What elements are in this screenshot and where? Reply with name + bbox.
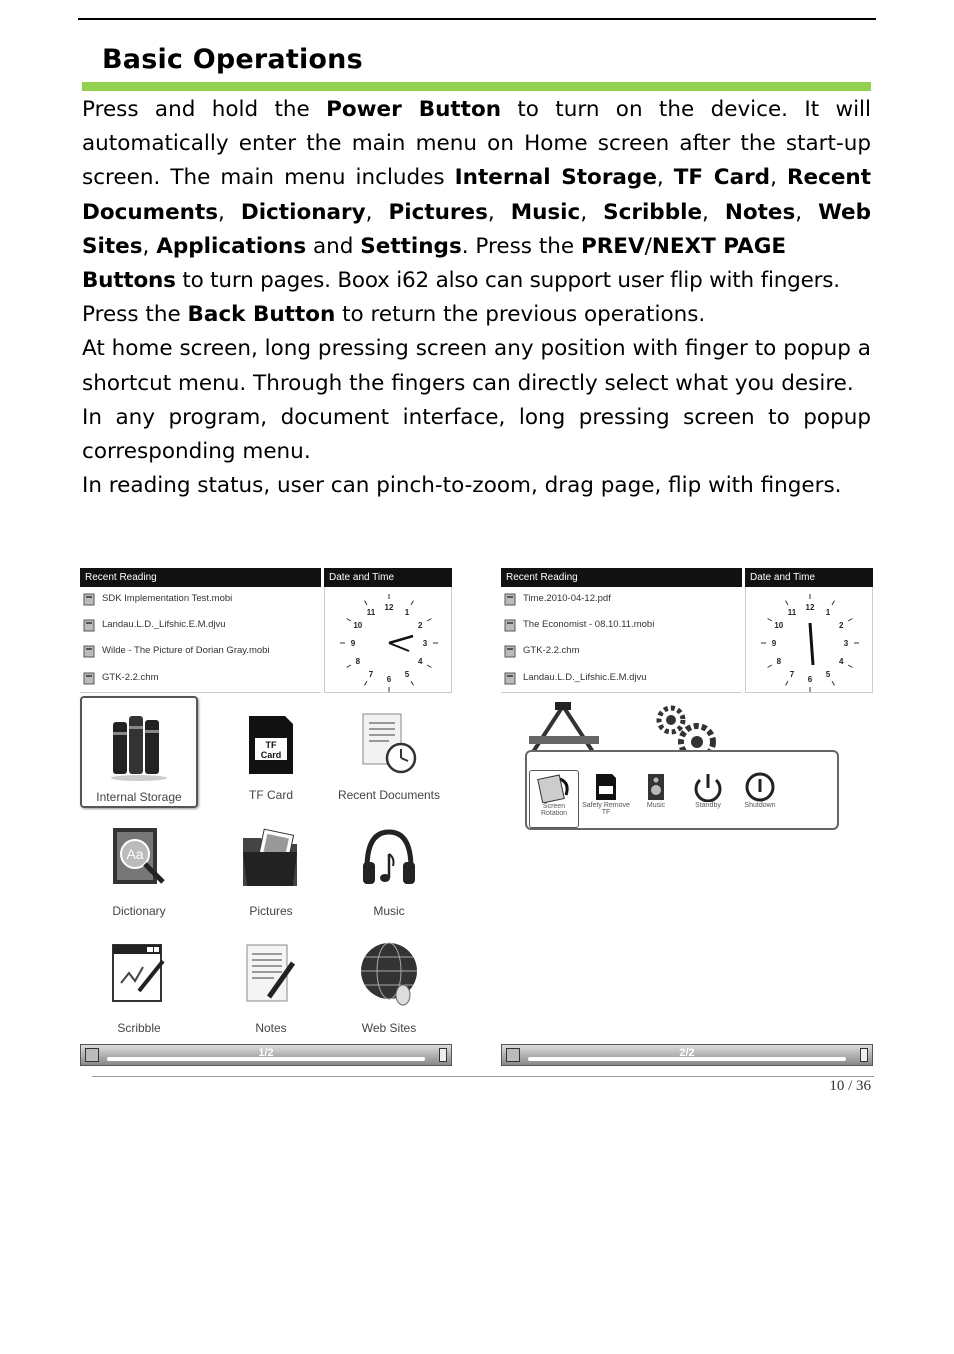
paragraph-reading: In reading status, user can pinch-to-zoom, drag page, flip with fingers. [82, 473, 842, 499]
paragraph-program: In any program, document interface, long pressing screen to popup corresponding menu. [82, 404, 871, 465]
clock-tick [848, 619, 852, 622]
popup-item-screen-rotation[interactable]: Screen Rotation [529, 770, 579, 828]
clock-numeral: 7 [789, 670, 795, 680]
clock-tick [786, 681, 789, 685]
tile-internal-storage[interactable]: Internal Storage [80, 696, 198, 808]
settings-gears-icon[interactable] [653, 702, 723, 754]
document-icon [504, 645, 517, 658]
clock-tick [411, 681, 414, 685]
clock-numeral: 4 [417, 657, 423, 666]
clock-hand [810, 623, 813, 665]
clock-numeral: 3 [422, 639, 428, 648]
clock-numeral: 12 [805, 603, 815, 612]
clock-numeral: 4 [838, 657, 844, 666]
scribble-icon [109, 939, 169, 1014]
date-time-header: Date and Time [324, 568, 452, 587]
tile-scribble[interactable]: Scribble [80, 929, 198, 1041]
document-icon [504, 672, 517, 685]
sd-card-icon [241, 706, 301, 781]
svg-text:TF: TF [265, 740, 277, 750]
globe-icon [359, 939, 419, 1014]
speaker-icon [636, 772, 676, 802]
clock-tick [347, 619, 351, 622]
footer-rule [92, 1076, 874, 1077]
document-icon [83, 672, 96, 685]
recent-documents-icon [359, 706, 419, 781]
paragraph-home-screen: At home screen, long pressing screen any position with finger to popup a shortcut menu. Through the fingers can directly select what you desire. [82, 336, 871, 396]
list-item[interactable]: Wilde - The Picture of Dorian Gray.mobi [83, 643, 270, 659]
document-icon [83, 619, 96, 632]
clock-numeral: 5 [404, 670, 410, 680]
tile-dictionary[interactable]: Aa Dictionary [80, 812, 198, 924]
list-item[interactable]: The Economist - 08.10.11.mobi [504, 617, 654, 633]
page-indicator: 2/2 [679, 1047, 695, 1059]
page-indicator: 1/2 [258, 1047, 274, 1059]
list-item[interactable]: Time.2010-04-12.pdf [504, 591, 611, 607]
tile-tf-card[interactable]: TF Card TF Card [212, 696, 330, 808]
section-heading: Basic Operations [102, 44, 363, 75]
list-item[interactable]: Landau.L.D._Lifshic.E.M.djvu [504, 670, 647, 686]
home-screen-page-1 [80, 568, 452, 1066]
popup-item-music[interactable]: Music [631, 770, 681, 828]
clock-numeral: 6 [386, 675, 392, 684]
clock-numeral: 10 [774, 621, 784, 630]
clock-hand [389, 636, 413, 643]
analog-clock [324, 587, 452, 693]
document-icon [504, 593, 517, 606]
popup-item-standby[interactable]: Standby [683, 770, 733, 828]
tile-web-sites[interactable]: Web Sites [330, 929, 448, 1041]
popup-item-shutdown[interactable]: Shutdown [735, 770, 785, 828]
clock-numeral: 2 [417, 621, 423, 630]
tile-pictures[interactable]: Pictures [212, 812, 330, 924]
rotate-screen-icon [534, 773, 574, 803]
list-item[interactable]: GTK-2.2.chm [504, 643, 580, 659]
clock-numeral: 6 [807, 675, 813, 684]
tile-notes[interactable]: Notes [212, 929, 330, 1041]
clock-tick [768, 665, 772, 668]
clock-numeral: 5 [825, 670, 831, 680]
heading-underline [82, 82, 871, 91]
recent-reading-list [501, 587, 742, 693]
sd-card-icon [586, 772, 626, 802]
clock-tick [848, 665, 852, 668]
home-screen-page-2 [501, 568, 873, 1066]
clock-numeral: 8 [355, 657, 361, 666]
clock-tick [832, 601, 835, 605]
clock-numeral: 9 [771, 639, 777, 648]
svg-text:Card: Card [260, 750, 282, 760]
clock-icon [746, 587, 874, 693]
page-number: 10 / 36 [829, 1078, 871, 1094]
battery-icon [860, 1048, 868, 1062]
clock-numeral: 1 [404, 607, 410, 617]
document-icon [504, 619, 517, 632]
recent-reading-header: Recent Reading [501, 568, 742, 587]
clock-hand [389, 643, 409, 651]
clock-tick [427, 619, 431, 622]
list-item[interactable]: SDK Implementation Test.mobi [83, 591, 232, 607]
battery-icon [439, 1048, 447, 1062]
body-text [82, 93, 871, 503]
analog-clock [745, 587, 873, 693]
dictionary-icon [109, 822, 169, 897]
page-status-bar[interactable] [80, 1044, 452, 1066]
notes-icon [241, 939, 301, 1014]
document-icon [83, 645, 96, 658]
headphones-icon [359, 822, 419, 897]
clock-tick [347, 665, 351, 668]
page-status-bar[interactable] [501, 1044, 873, 1066]
clock-tick [768, 619, 772, 622]
clock-tick [365, 681, 368, 685]
clock-tick [832, 681, 835, 685]
paragraph-intro: Press and hold the Power Button to turn on the device. It will automatically enter the main menu on Home screen after the start-up screen. The main menu includes Internal Storage, TF Card, Recent Documents, Dictionary, Pictures, Music, Scribble, Notes, Web Sites, Applications and Settings. Press the PREV/NEXT PAGE [82, 97, 871, 259]
clock-numeral: 3 [843, 639, 849, 648]
paragraph-back: Press the Back Button to return the previous operations. [82, 302, 706, 328]
document-icon [83, 593, 96, 606]
recent-reading-header: Recent Reading [80, 568, 321, 587]
list-item[interactable]: Landau.L.D._Lifshic.E.M.djvu [83, 617, 226, 633]
clock-numeral: 1 [825, 607, 831, 617]
clock-numeral: 9 [350, 639, 356, 648]
shutdown-icon [740, 772, 780, 802]
tile-recent-documents[interactable]: Recent Documents [330, 696, 448, 808]
pictures-folder-icon [241, 822, 301, 897]
applications-icon[interactable] [525, 702, 605, 754]
clock-numeral: 10 [353, 621, 363, 630]
books-icon [111, 708, 171, 783]
clock-tick [786, 601, 789, 605]
clock-numeral: 11 [787, 607, 797, 617]
clock-tick [365, 601, 368, 605]
clock-numeral: 2 [838, 621, 844, 630]
paragraph-intro-end: Buttons to turn pages. Boox i62 also can support user flip with fingers. [82, 268, 840, 294]
clock-icon [325, 587, 453, 693]
clock-numeral: 11 [366, 607, 376, 617]
clock-numeral: 8 [776, 657, 782, 666]
svg-text:Aa: Aa [126, 846, 144, 862]
popup-item-safety-remove-tf[interactable]: Safety Remove TF [581, 770, 631, 828]
clock-tick [427, 665, 431, 668]
power-icon [688, 772, 728, 802]
tile-music[interactable]: Music [330, 812, 448, 924]
recent-reading-list [80, 587, 321, 693]
list-item[interactable]: GTK-2.2.chm [83, 670, 159, 686]
clock-numeral: 7 [368, 670, 374, 680]
clock-numeral: 12 [384, 603, 394, 612]
top-rule [78, 18, 876, 20]
date-time-header: Date and Time [745, 568, 873, 587]
clock-tick [411, 601, 414, 605]
shortcut-popup-menu [525, 750, 839, 830]
